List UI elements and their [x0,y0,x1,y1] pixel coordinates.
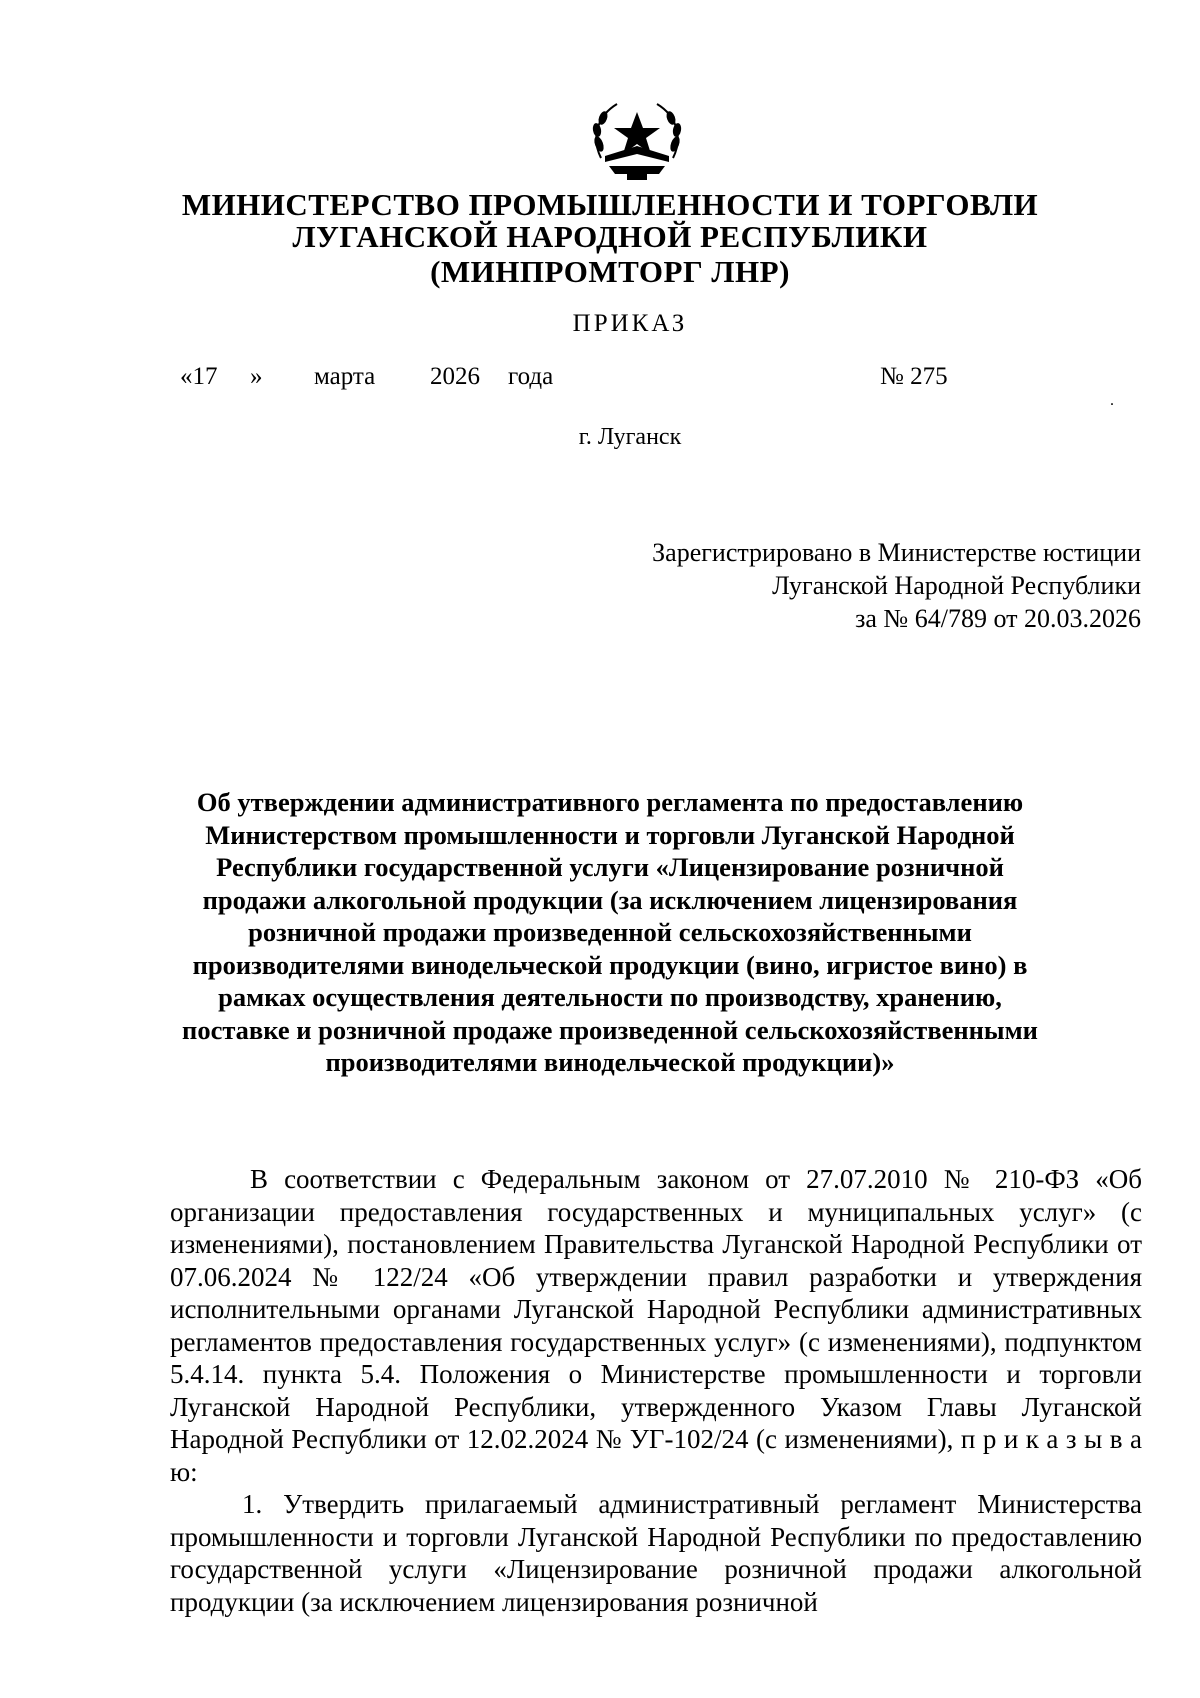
ministry-abbreviation: (МИНПРОМТОРГ ЛНР) [430,254,790,289]
registration-line3: за № 64/789 от 20.03.2026 [855,604,1141,633]
date-day-close: » [250,363,263,390]
ministry-name-line2: ЛУГАНСКОЙ НАРОДНОЙ РЕСПУБЛИКИ [292,219,928,254]
registration-line2: Луганской Народной Республики [772,571,1141,600]
date-year: 2026 [430,363,480,390]
document-type-title: ПРИКАЗ [572,310,688,337]
date-day: «17 [180,363,218,390]
city-name: г. Луганск [578,424,682,450]
date-month: марта [314,363,376,390]
date-year-word: года [508,363,554,390]
order-subject-title: Об утверждении административного регламента по предоставлению Министерством промышленности и торговли Луганской Народной Республики государственной услуги «Лицензирование розничной продажи алкогольной продукции (за исключением лицензирования розничной продажи произведенной сельскохозяйственными производителями винодельческой продукции (вино, игристое вино) в рамках осуществления деятельности по производству, хранению, поставке и розничной продаже произведенной сельскохозяйственными производителями винодельческой продукции)» [182,787,1038,1077]
registration-line1: Зарегистрировано в Министерстве юстиции [652,538,1141,567]
coat-of-arms-emblem [587,98,687,186]
order-item-1: 1. Утвердить прилагаемый административный регламент Министерства промышленности и торговли Луганской Народной Республики по предоставлению государственной услуги «Лицензирование розничной продажи алкогольной продукции (за исключением лицензирования розничной [170,1489,1142,1617]
ministry-name-line1: МИНИСТЕРСТВО ПРОМЫШЛЕННОСТИ И ТОРГОВЛИ [181,187,1039,222]
order-number: № 275 [880,363,948,390]
stray-mark: . [1110,392,1114,409]
preamble-paragraph: В соответствии с Федеральным законом от 27.07.2010 № 210-ФЗ «Об организации предоставления государственных и муниципальных услуг» (с изменениями), постановлением Правительства Луганской Народной Республики от 07.06.2024 № 122/24 «Об утверждении правил разработки и утверждения исполнительными органами Луганской Народной Республики административных регламентов предоставления государственных услуг» (с изменениями), подпунктом 5.4.14. пункта 5.4. Положения о Министерстве промышленности и торговли Луганской Народной Республики, утвержденного Указом Главы Луганской Народной Республики от 12.02.2024 № УГ-102/24 (с изменениями), п р и к а з ы в а ю: [170,1164,1142,1487]
registration-note [652,536,1141,635]
order-body [170,1163,1142,1618]
